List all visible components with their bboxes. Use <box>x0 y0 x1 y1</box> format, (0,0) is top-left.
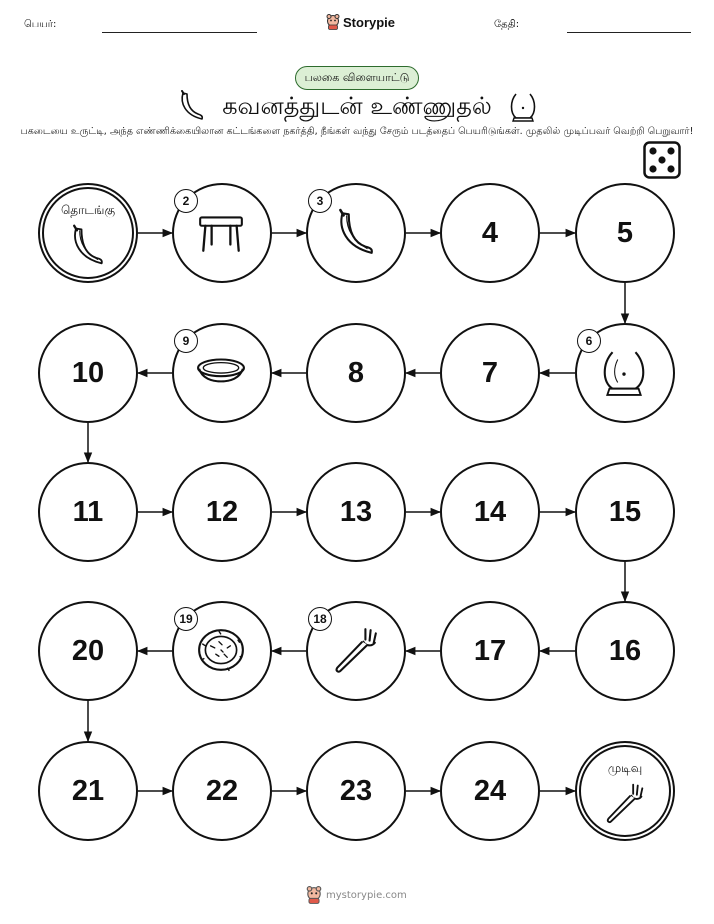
banana-icon <box>330 207 380 257</box>
date-label: தேதி: <box>494 19 520 30</box>
space-number: 20 <box>71 634 105 667</box>
board-space[interactable] <box>38 323 138 423</box>
name-label: பெயர்: <box>24 19 57 30</box>
space-number: 23 <box>339 774 373 807</box>
banana-icon <box>65 223 109 267</box>
instructions: பகடையை உருட்டி, அந்த எண்ணிக்கையிலான கட்டங்களை நகர்த்தி, நீங்கள் வந்து சேரும் படத்தைப் பெயரிடுங்கள். முதலில் முடிப்பவர் வெற்றி பெறுவார்! <box>20 126 694 137</box>
space-number: 14 <box>473 495 507 528</box>
board-space[interactable] <box>306 323 406 423</box>
space-number: 8 <box>347 356 365 389</box>
space-number-badge: 3 <box>308 189 332 213</box>
brand-name: Storypie <box>343 14 396 30</box>
space-number: 15 <box>608 495 642 528</box>
space-number: 11 <box>72 495 104 528</box>
storypie-mascot-icon <box>306 886 322 904</box>
space-number-badge: 2 <box>174 189 198 213</box>
board-space[interactable] <box>38 741 138 841</box>
space-number: 17 <box>473 634 507 667</box>
footer-site: mystorypie.com <box>326 889 407 901</box>
board-space[interactable] <box>575 183 675 283</box>
pie-icon <box>196 625 246 675</box>
space-number-badge: 19 <box>174 607 198 631</box>
space-number-badge: 6 <box>577 329 601 353</box>
space-number-badge: 9 <box>174 329 198 353</box>
space-number: 12 <box>205 495 239 528</box>
board-space[interactable] <box>440 601 540 701</box>
board-space[interactable] <box>172 741 272 841</box>
board-space[interactable] <box>38 462 138 562</box>
board-space[interactable] <box>440 462 540 562</box>
start-label: தொடங்கு <box>60 203 116 217</box>
footer <box>306 886 407 904</box>
stool-icon <box>196 207 246 257</box>
board-space[interactable] <box>440 741 540 841</box>
board-space[interactable] <box>575 601 675 701</box>
end-space[interactable] <box>575 741 675 841</box>
bowl-icon <box>196 347 246 397</box>
full-belly-icon <box>599 347 649 397</box>
start-space[interactable] <box>38 183 138 283</box>
board-space[interactable] <box>440 323 540 423</box>
space-number: 4 <box>481 216 499 249</box>
board-space[interactable] <box>306 741 406 841</box>
space-number: 13 <box>339 495 373 528</box>
space-number: 21 <box>71 774 105 807</box>
board-game-pill: பலகை விளையாட்டு <box>295 66 419 90</box>
space-number: 5 <box>616 216 634 249</box>
space-number: 7 <box>481 356 499 389</box>
page-title: கவனத்துடன் உண்ணுதல் <box>222 92 492 120</box>
board-space[interactable] <box>440 183 540 283</box>
board-space[interactable] <box>38 601 138 701</box>
end-label: முடிவு <box>607 761 643 775</box>
space-number: 24 <box>473 774 507 807</box>
board-space[interactable] <box>575 462 675 562</box>
board-space[interactable] <box>306 462 406 562</box>
fork-icon <box>330 625 380 675</box>
space-number-badge: 18 <box>308 607 332 631</box>
space-number: 16 <box>608 634 642 667</box>
space-number: 10 <box>71 356 105 389</box>
board-space[interactable] <box>172 462 272 562</box>
space-number: 22 <box>205 774 239 807</box>
fork-icon <box>602 781 646 825</box>
